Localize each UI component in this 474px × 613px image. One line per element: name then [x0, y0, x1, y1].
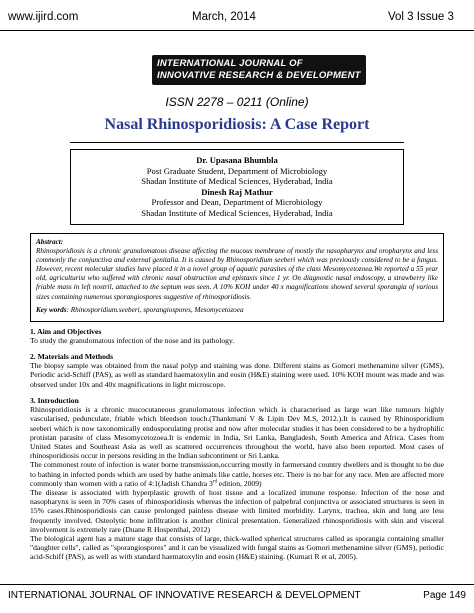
section-1-text: To study the granulomatous infection of the nose and its pathology. — [30, 336, 235, 346]
abstract-box — [30, 233, 444, 322]
author-2-affiliation-1: Professor and Dean, Department of Microbiology — [151, 197, 323, 208]
volume-issue: Vol 3 Issue 3 — [388, 11, 454, 23]
author-1-name: Dr. Upasana Bhumbla — [196, 155, 278, 165]
footer-divider — [0, 584, 474, 585]
intro-paragraph-2-end: edition, 2009) — [217, 478, 262, 488]
author-2-affiliation-2: Shadan Institute of Medical Sciences, Hyderabad, India — [141, 207, 333, 218]
section-introduction — [30, 396, 444, 562]
issue-date: March, 2014 — [192, 11, 256, 23]
abstract-text: Rhinosporidiosis is a chronic granulomatous disease affecting the mucous membrane of mostly the nasopharynx and oropharynx and less commonly the conjunctiva and external genitalia. It is caused by Rhinosporidium seeberi which was previously considered to be a fungus. However, recent molecular studies have placed it in a novel group of aquatic parasites of the class Mesomycetozoea.We reported a 55 year old, agriculturist who suffered with chronic nasal obstruction and epistaxis since 1 yr. On diagnostic nasal endoscopy, a strawberry like friable mass in left nostril, attached to the septum was seen. A 10% KOH under 40 x magnifications showed several sporangia of various sizes containing numerous sporangiospores suggestive of rhinosporidiosis. — [36, 247, 438, 301]
author-box — [70, 149, 404, 225]
section-1-heading: 1. Aim and Objectives — [30, 327, 102, 336]
intro-paragraph-3: The disease is associated with hyperplastic growth of host tissue and a localized immune response. Infection of the nose and nasopharynx is seen in 70% cases of rhinosporidiosis whereas the infection of palpebral conjunctiva or associated structures is seen in 15% cases.Rhinosporidiosis can cause prolonged painless disease with limited morbidity. Larynx, trachea, skin and lung are less frequently involved. Osteolytic bone infiltration is another clinical presentation. Generalized rhinosporidiosis with skin and visceral involvement is extremely rare (Duane R Hospenthal, 2012) — [30, 488, 444, 534]
author-1-affiliation-2: Shadan Institute of Medical Sciences, Hyderabad, India — [141, 176, 333, 187]
paper-title: Nasal Rhinosporidiosis: A Case Report — [104, 116, 370, 133]
keywords-label: Key words — [36, 305, 67, 314]
author-1-affiliation-1: Post Graduate Student, Department of Microbiology — [146, 165, 328, 176]
title-divider — [70, 142, 404, 143]
page-number: Page 149 — [423, 590, 466, 601]
page-footer — [8, 590, 466, 601]
section-2-heading: 2. Materials and Methods — [30, 352, 114, 361]
section-methods — [30, 352, 444, 389]
keywords-text: : Rhinosporidium.seeberi, sporangiospores, Mesomycetozoea — [66, 305, 244, 314]
intro-paragraph-2 — [30, 460, 444, 488]
abstract-label: Abstract: — [36, 238, 64, 246]
intro-paragraph-2-text: The commonest route of infection is water borne transmission,occurring mostly in farmersand country dwellers and is thought to be due to bathing in infected ponds which are used by bathe animals like cattle, horses etc. There is no bar for any race. Men are affected more commonly than women with a ratio of 4:1(Jadish Chandra 3 — [30, 460, 444, 488]
footer-journal-name: INTERNATIONAL JOURNAL OF INNOVATIVE RESEARCH & DEVELOPMENT — [8, 590, 361, 601]
logo-line-1: INTERNATIONAL JOURNAL OF — [157, 58, 303, 69]
journal-logo — [150, 47, 361, 93]
section-aim — [30, 327, 444, 345]
logo-line-2: INNOVATIVE RESEARCH & DEVELOPMENT — [157, 70, 361, 81]
intro-paragraph-1: Rhinosporidiosis is a chronic mucocutaneous granulomatous infection which is characterised as large wart like tumours highly vascularised, pedunculate, friable which bleedson touch.(Thankmani V & Lipin Dev M.S, 2012.).It is caused by Rhinosporidium seeberi which is now taxonomically endosporulating protist and now after molecular studies it has been considered to be a hydrophilic protistan parasite of class Mesomycetozoea.It is endemic in India, Sri Lanka, Bangladesh, South America and Africa. Cases from United States and Southeast Asia as well as scattered occurrences throughout the world, have also been reported. Most cases of rhinosporidiosis occur in persons residing in the Indian subcontinent or Sri Lanka. — [30, 405, 444, 461]
journal-website[interactable]: www.ijird.com — [8, 11, 79, 23]
edition-superscript: rd — [212, 479, 218, 485]
logo-text-block — [152, 55, 366, 85]
keywords — [36, 306, 438, 315]
page-header — [0, 0, 474, 31]
section-2-text: The biopsy sample was obtained from the nasal polyp and staining was done. Different stains as Gomori methenamine silver (GMS), Periodic acid-Schiff (PAS), as well as standard haematoxylin and eosin (H&E) staining were used. 10% KOH mount was made and was observed under 10x and 40x magnifications in light microscope. — [30, 361, 444, 389]
issn: ISSN 2278 – 0211 (Online) — [165, 95, 309, 109]
author-2-name: Dinesh Raj Mathur — [201, 186, 273, 197]
section-3-heading: 3. Introduction — [30, 396, 79, 405]
intro-paragraph-4: The biological agent has a mature stage that consists of large, thick-walled spherical structures called as sporangia containing smaller "daughter cells", called as "sporangiospores" and it can be visualized with fungal stains as Gomori methenamine silver (GMS), periodic acid-Schiff (PAS), as well as with standard haematoxylin and eosin (H&E) staining. (Kumari R et al, 2005). — [30, 534, 444, 562]
